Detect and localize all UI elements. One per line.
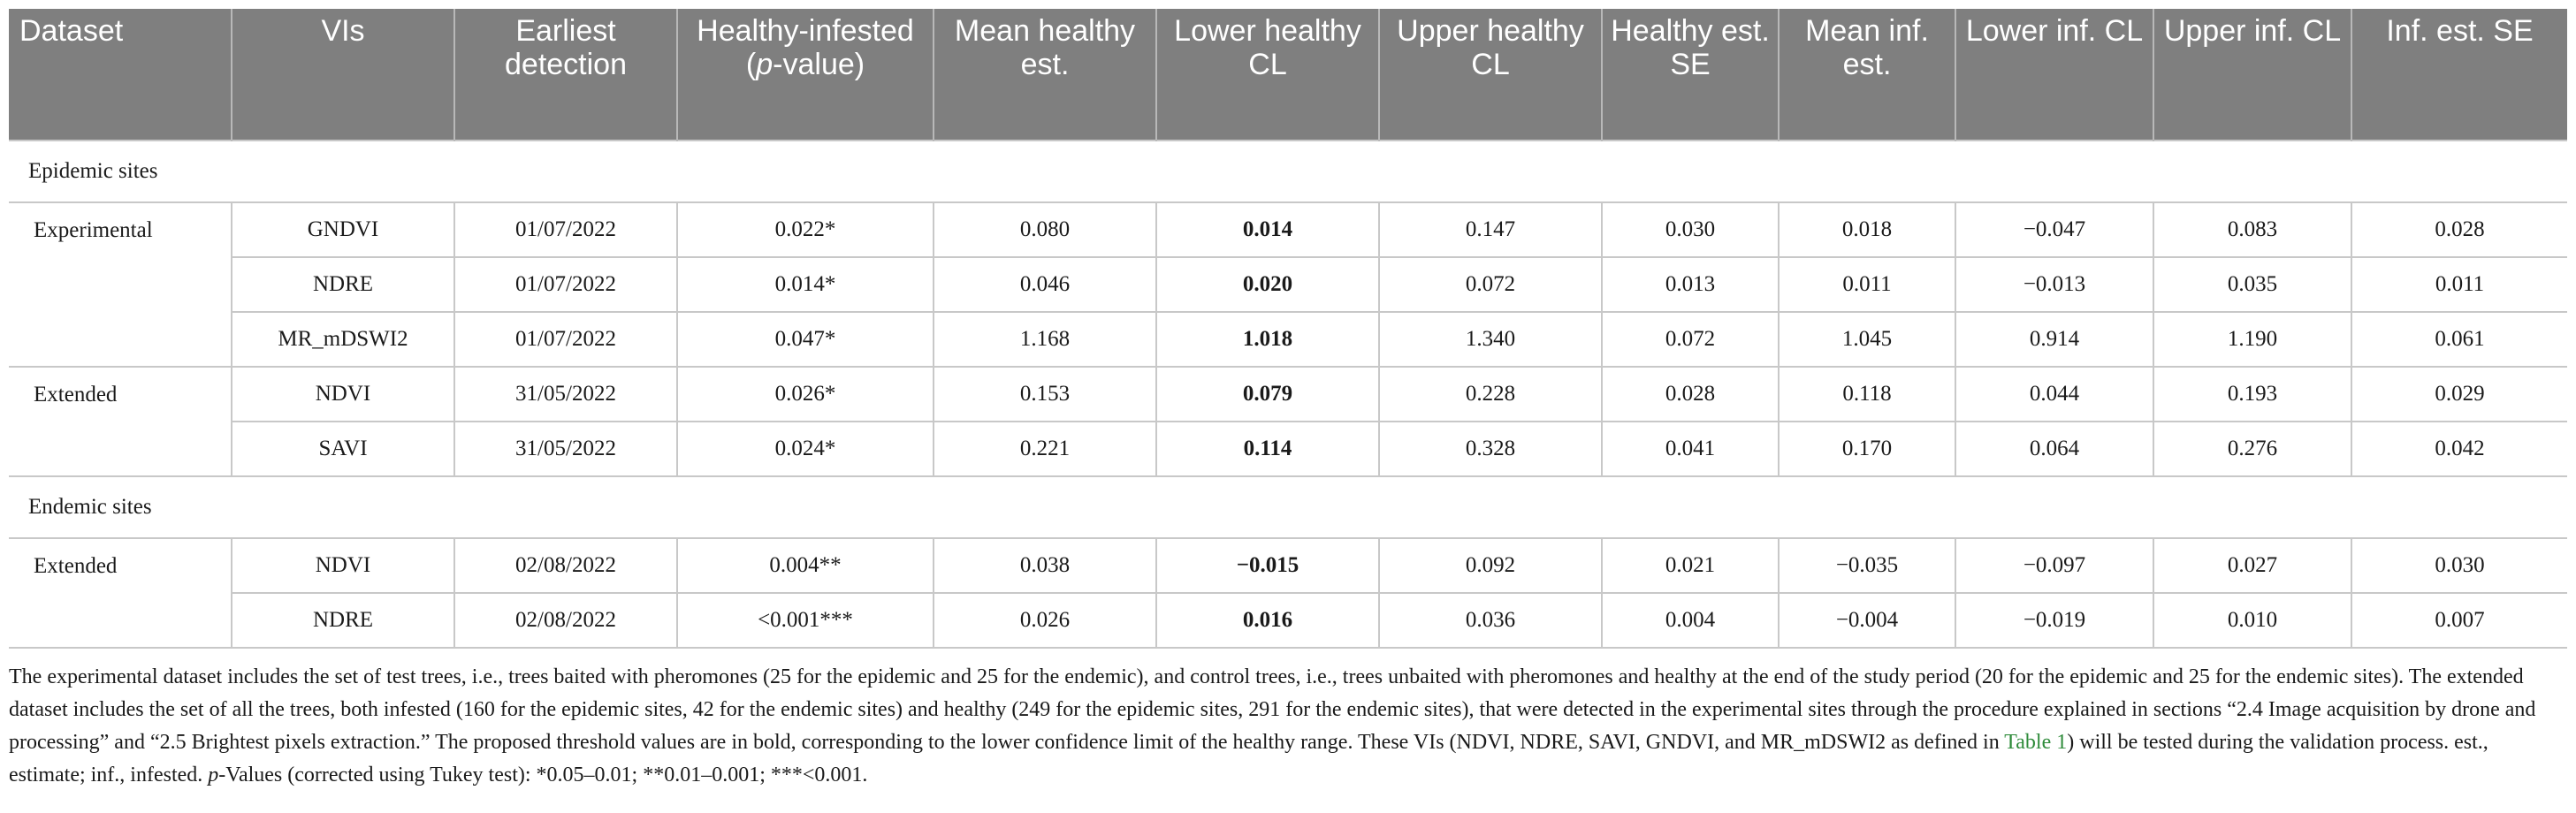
header-upper-healthy: Upper healthy CL: [1379, 9, 1602, 141]
cell-upper-healthy: 0.036: [1379, 593, 1602, 648]
table-row: [9, 367, 2567, 422]
cell-p-value: 0.024*: [677, 422, 934, 476]
cell-p-value: 0.014*: [677, 257, 934, 312]
cell-lower-healthy: 0.114: [1156, 422, 1379, 476]
cell-inf-se: 0.042: [2351, 422, 2567, 476]
cell-mean-healthy: 0.153: [934, 367, 1156, 422]
table-1-link[interactable]: Table 1: [2004, 731, 2068, 754]
cell-dataset: Extended: [9, 367, 232, 422]
cell-lower-healthy: −0.015: [1156, 538, 1379, 593]
table-row: [9, 593, 2567, 648]
group-row-endemic: [9, 476, 2567, 538]
cell-upper-healthy: 0.072: [1379, 257, 1602, 312]
group-label: Epidemic sites: [9, 141, 2567, 202]
table-row: [9, 257, 2567, 312]
cell-upper-inf: 0.276: [2153, 422, 2351, 476]
cell-dataset: [9, 593, 232, 648]
cell-upper-inf: 0.083: [2153, 202, 2351, 257]
cell-p-value: <0.001***: [677, 593, 934, 648]
cell-inf-se: 0.011: [2351, 257, 2567, 312]
header-lower-healthy: Lower healthy CL: [1156, 9, 1379, 141]
cell-upper-healthy: 0.328: [1379, 422, 1602, 476]
cell-healthy-se: 0.004: [1602, 593, 1779, 648]
footnote-p-italic: p: [208, 764, 219, 786]
cell-inf-se: 0.029: [2351, 367, 2567, 422]
cell-mean-healthy: 0.026: [934, 593, 1156, 648]
cell-vi: NDRE: [232, 257, 454, 312]
cell-lower-inf: −0.013: [1955, 257, 2153, 312]
cell-mean-healthy: 0.221: [934, 422, 1156, 476]
header-inf-se: Inf. est. SE: [2351, 9, 2567, 141]
cell-p-value: 0.047*: [677, 312, 934, 367]
cell-healthy-se: 0.028: [1602, 367, 1779, 422]
cell-mean-inf: 0.118: [1779, 367, 1955, 422]
cell-lower-inf: −0.019: [1955, 593, 2153, 648]
cell-inf-se: 0.061: [2351, 312, 2567, 367]
table-row: [9, 538, 2567, 593]
cell-lower-inf: 0.064: [1955, 422, 2153, 476]
table-row: [9, 312, 2567, 367]
cell-healthy-se: 0.030: [1602, 202, 1779, 257]
vi-threshold-table: [9, 9, 2567, 649]
cell-upper-healthy: 0.092: [1379, 538, 1602, 593]
header-upper-inf: Upper inf. CL: [2153, 9, 2351, 141]
cell-inf-se: 0.030: [2351, 538, 2567, 593]
header-p-post: -value): [773, 48, 865, 81]
cell-date: 31/05/2022: [454, 422, 677, 476]
cell-lower-healthy: 0.079: [1156, 367, 1379, 422]
cell-date: 31/05/2022: [454, 367, 677, 422]
cell-mean-healthy: 1.168: [934, 312, 1156, 367]
cell-inf-se: 0.028: [2351, 202, 2567, 257]
cell-dataset: Extended: [9, 538, 232, 593]
cell-mean-inf: −0.035: [1779, 538, 1955, 593]
cell-p-value: 0.022*: [677, 202, 934, 257]
cell-healthy-se: 0.041: [1602, 422, 1779, 476]
cell-p-value: 0.004**: [677, 538, 934, 593]
footnote-part3: -Values (corrected using Tukey test): *0.05–0.01; **0.01–0.001; ***<0.001.: [218, 764, 868, 786]
cell-lower-inf: 0.914: [1955, 312, 2153, 367]
cell-lower-inf: −0.097: [1955, 538, 2153, 593]
cell-upper-inf: 1.190: [2153, 312, 2351, 367]
cell-date: 02/08/2022: [454, 538, 677, 593]
cell-lower-healthy: 0.020: [1156, 257, 1379, 312]
cell-upper-inf: 0.035: [2153, 257, 2351, 312]
cell-mean-inf: 1.045: [1779, 312, 1955, 367]
cell-vi: NDVI: [232, 538, 454, 593]
cell-date: 01/07/2022: [454, 202, 677, 257]
cell-mean-healthy: 0.080: [934, 202, 1156, 257]
cell-healthy-se: 0.021: [1602, 538, 1779, 593]
cell-p-value: 0.026*: [677, 367, 934, 422]
cell-vi: GNDVI: [232, 202, 454, 257]
cell-lower-healthy: 0.014: [1156, 202, 1379, 257]
cell-date: 01/07/2022: [454, 257, 677, 312]
header-p-italic: p: [756, 48, 774, 81]
cell-lower-inf: 0.044: [1955, 367, 2153, 422]
cell-date: 02/08/2022: [454, 593, 677, 648]
header-p-value: [677, 9, 934, 141]
table-row: [9, 202, 2567, 257]
header-healthy-se: Healthy est. SE: [1602, 9, 1779, 141]
header-mean-inf: Mean inf. est.: [1779, 9, 1955, 141]
header-vis: VIs: [232, 9, 454, 141]
header-mean-healthy: Mean healthy est.: [934, 9, 1156, 141]
cell-upper-inf: 0.027: [2153, 538, 2351, 593]
cell-lower-inf: −0.047: [1955, 202, 2153, 257]
cell-vi: NDRE: [232, 593, 454, 648]
footnote-part2: ) will be tested during the validation process. est., estimate; inf., infested.: [9, 731, 2488, 786]
cell-dataset: [9, 257, 232, 312]
header-lower-inf: Lower inf. CL: [1955, 9, 2153, 141]
footnote-part1: The experimental dataset includes the set of test trees, i.e., trees baited with pheromones (25 for the epidemic and 25 for the endemic), and control trees, i.e., trees unbaited with pheromones and healthy at the end of the study period (20 for the epidemic and 25 for the endemic sites). The extended dataset includes the set of all the trees, both infested (160 for the epidemic sites, 42 for the endemic sites) and healthy (249 for the epidemic sites, 291 for the endemic sites), that were detected in the experimental sites through the procedure explained in sections “2.4 Image acquisition by drone and processing” and “2.5 Brightest pixels extraction.” The proposed threshold values are in bold, corresponding to the lower confidence limit of the healthy range. These VIs (NDVI, NDRE, SAVI, GNDVI, and MR_mDSWI2 as defined in: [9, 665, 2536, 754]
table-container: [9, 9, 2567, 813]
cell-mean-inf: 0.018: [1779, 202, 1955, 257]
cell-mean-inf: 0.011: [1779, 257, 1955, 312]
cell-healthy-se: 0.013: [1602, 257, 1779, 312]
cell-upper-inf: 0.193: [2153, 367, 2351, 422]
header-earliest-detection: Earliest detection: [454, 9, 677, 141]
cell-upper-healthy: 1.340: [1379, 312, 1602, 367]
cell-lower-healthy: 0.016: [1156, 593, 1379, 648]
cell-dataset: [9, 312, 232, 367]
cell-lower-healthy: 1.018: [1156, 312, 1379, 367]
cell-upper-healthy: 0.228: [1379, 367, 1602, 422]
cell-dataset: [9, 422, 232, 476]
header-row: [9, 9, 2567, 141]
group-label: Endemic sites: [9, 476, 2567, 538]
cell-inf-se: 0.007: [2351, 593, 2567, 648]
cell-dataset: Experimental: [9, 202, 232, 257]
cell-healthy-se: 0.072: [1602, 312, 1779, 367]
cell-upper-healthy: 0.147: [1379, 202, 1602, 257]
cell-upper-inf: 0.010: [2153, 593, 2351, 648]
header-dataset: Dataset: [9, 9, 232, 141]
cell-vi: SAVI: [232, 422, 454, 476]
cell-mean-inf: 0.170: [1779, 422, 1955, 476]
cell-mean-healthy: 0.046: [934, 257, 1156, 312]
cell-vi: MR_mDSWI2: [232, 312, 454, 367]
cell-date: 01/07/2022: [454, 312, 677, 367]
cell-vi: NDVI: [232, 367, 454, 422]
cell-mean-healthy: 0.038: [934, 538, 1156, 593]
table-row: [9, 422, 2567, 476]
table-footnote: [9, 661, 2567, 792]
cell-mean-inf: −0.004: [1779, 593, 1955, 648]
header-p-pre: Healthy-infested (: [697, 14, 914, 81]
group-row-epidemic: [9, 141, 2567, 202]
